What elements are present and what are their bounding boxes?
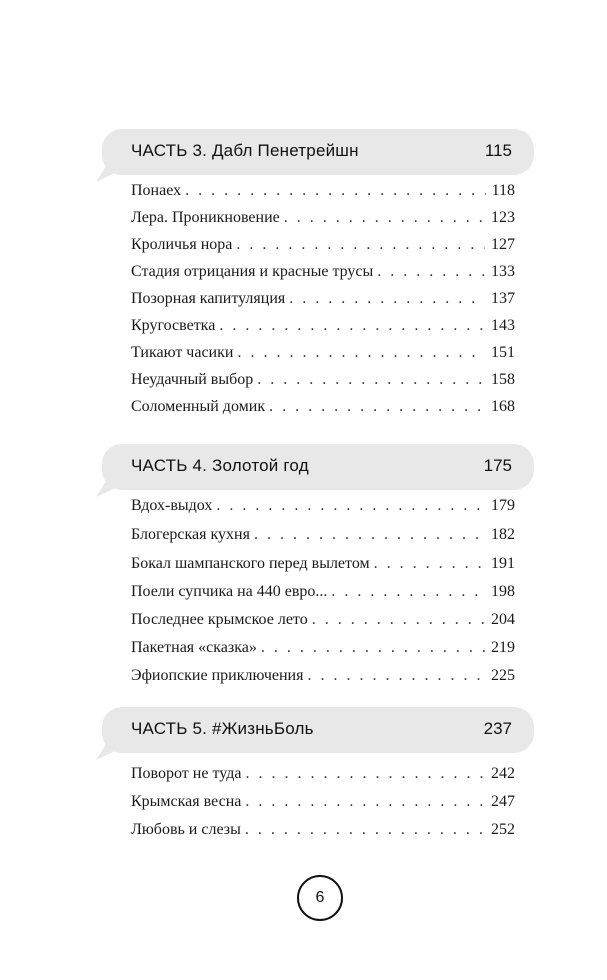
entry-title: Стадия отрицания и красные трусы — [131, 263, 374, 280]
entry-title: Последнее крымское лето — [131, 611, 308, 628]
toc-entry[interactable] — [131, 398, 515, 420]
entry-title: Бокал шампанского перед вылетом — [131, 555, 370, 572]
entry-title: Лера. Проникновение — [131, 209, 280, 226]
entry-title: Блогерская кухня — [131, 526, 250, 543]
toc-entry[interactable] — [131, 639, 515, 661]
entry-page: 118 — [491, 182, 515, 199]
toc-entry[interactable] — [131, 317, 515, 339]
part-title: ЧАСТЬ 5. #ЖизньБоль — [131, 719, 314, 738]
toc-entry[interactable] — [131, 821, 515, 843]
entry-page: 191 — [491, 555, 515, 572]
dot-leader — [185, 182, 485, 200]
entry-page: 133 — [491, 263, 515, 280]
entry-page: 247 — [491, 793, 515, 810]
toc-entry[interactable] — [131, 583, 515, 605]
toc-entry[interactable] — [131, 497, 515, 519]
entry-page: 158 — [491, 371, 515, 388]
entry-page: 242 — [491, 765, 515, 782]
dot-leader — [219, 317, 485, 335]
toc-entry[interactable] — [131, 290, 515, 312]
entry-title: Поворот не туда — [131, 765, 242, 782]
toc-entry[interactable] — [131, 182, 515, 204]
part-page: 237 — [483, 719, 512, 738]
dot-leader — [257, 371, 485, 389]
part-title: ЧАСТЬ 4. Золотой год — [131, 456, 309, 475]
entry-page: 219 — [491, 639, 515, 656]
part-page: 175 — [483, 456, 512, 475]
dot-leader — [289, 290, 485, 308]
entry-page: 252 — [491, 821, 515, 838]
entry-title: Эфиопские приключения — [131, 667, 304, 684]
dot-leader — [284, 209, 485, 227]
entry-title: Пакетная «сказка» — [131, 639, 257, 656]
dot-leader — [254, 526, 485, 544]
entry-title: Понаех — [131, 182, 182, 199]
part-title: ЧАСТЬ 3. Дабл Пенетрейшн — [131, 141, 359, 160]
toc-entry[interactable] — [131, 667, 515, 689]
dot-leader — [237, 344, 485, 362]
dot-leader — [331, 583, 485, 601]
dot-leader — [236, 236, 485, 254]
dot-leader — [245, 793, 485, 811]
entry-title: Неудачный выбор — [131, 371, 254, 388]
toc-entry[interactable] — [131, 526, 515, 548]
entry-page: 123 — [491, 209, 515, 226]
dot-leader — [269, 398, 485, 416]
entry-page: 127 — [491, 236, 515, 253]
entry-title: Кругосветка — [131, 317, 216, 334]
entry-title: Тикают часики — [131, 344, 234, 361]
dot-leader — [245, 821, 485, 839]
entry-title: Кроличья нора — [131, 236, 233, 253]
dot-leader — [245, 765, 485, 783]
entry-title: Вдох-выдох — [131, 497, 213, 514]
entry-page: 225 — [491, 667, 515, 684]
dot-leader — [312, 611, 485, 629]
entry-page: 137 — [491, 290, 515, 307]
toc-entry[interactable] — [131, 765, 515, 787]
entry-page: 182 — [491, 526, 515, 543]
toc-entry[interactable] — [131, 263, 515, 285]
toc-entry[interactable] — [131, 236, 515, 258]
entry-page: 151 — [491, 344, 515, 361]
dot-leader — [374, 555, 485, 573]
entry-title: Любовь и слезы — [131, 821, 241, 838]
dot-leader — [261, 639, 485, 657]
toc-entry[interactable] — [131, 793, 515, 815]
toc-entry[interactable] — [131, 344, 515, 366]
entry-title: Позорная капитуляция — [131, 290, 286, 307]
toc-entry[interactable] — [131, 611, 515, 633]
entry-title: Крымская весна — [131, 793, 242, 810]
entry-page: 204 — [491, 611, 515, 628]
dot-leader — [307, 667, 485, 685]
dot-leader — [216, 497, 485, 515]
page-number — [297, 875, 343, 921]
dot-leader — [377, 263, 485, 281]
page-number-label: 6 — [315, 889, 325, 906]
entry-title: Соломенный домик — [131, 398, 266, 415]
entry-page: 198 — [491, 583, 515, 600]
entry-page: 168 — [491, 398, 515, 415]
toc-entry[interactable] — [131, 555, 515, 577]
entry-page: 179 — [491, 497, 515, 514]
part-page: 115 — [484, 141, 512, 160]
toc-entry[interactable] — [131, 371, 515, 393]
toc-entry[interactable] — [131, 209, 515, 231]
entry-title: Поели супчика на 440 евро... — [131, 583, 328, 600]
entry-page: 143 — [491, 317, 515, 334]
